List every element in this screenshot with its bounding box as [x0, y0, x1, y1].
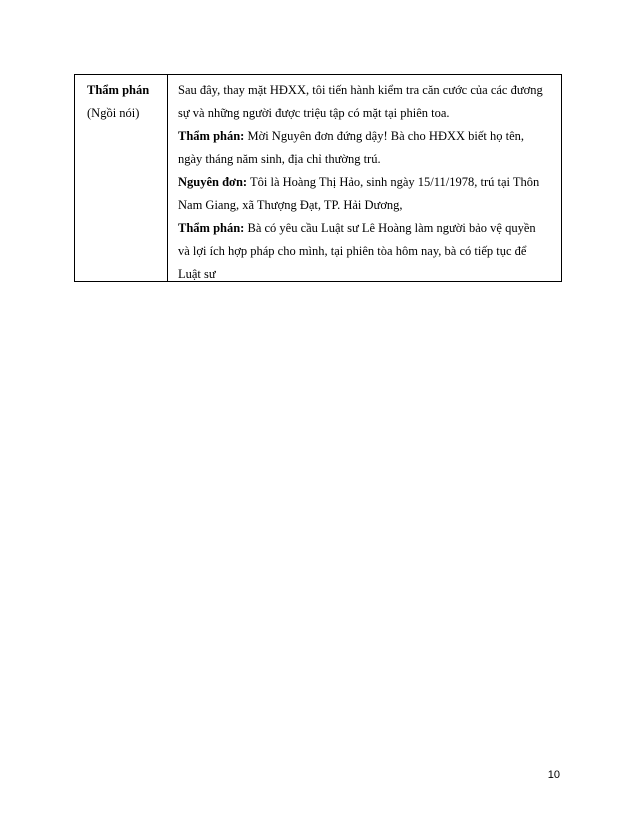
page-number: 10 — [547, 769, 560, 781]
line-text: Tôi là Hoàng Thị Hảo, sinh ngày 15/11/1978, trú tại Thôn — [247, 175, 540, 189]
line-text: Sau đây, thay mặt HĐXX, tôi tiến hành kiểm tra căn cước của các đương — [178, 83, 543, 97]
line-text: Luật sư — [178, 267, 216, 281]
dialogue-line — [178, 148, 555, 171]
line-speaker-label: Thẩm phán: — [178, 129, 245, 143]
line-text: ngày tháng năm sinh, địa chỉ thường trú. — [178, 152, 381, 166]
dialogue-line — [178, 79, 555, 102]
dialogue-column — [168, 75, 561, 281]
dialogue-line — [178, 194, 555, 217]
line-text: Mời Nguyên đơn đứng dậy! Bà cho HĐXX biết họ tên, — [244, 129, 525, 143]
line-text: sự và những người được triệu tập có mặt tại phiên toa. — [178, 106, 450, 120]
line-text: Nam Giang, xã Thượng Đạt, TP. Hải Dương, — [178, 198, 403, 212]
line-text: và lợi ích hợp pháp cho mình, tại phiên tòa hôm nay, bà có tiếp tục để — [178, 244, 527, 258]
speaker-column — [75, 75, 168, 281]
dialogue-line — [178, 240, 555, 263]
dialogue-line — [178, 102, 555, 125]
dialogue-line — [178, 171, 555, 194]
dialogue-line — [178, 217, 555, 240]
speaker-label: Thẩm phán — [87, 83, 150, 97]
line-speaker-label: Nguyên đơn: — [178, 175, 248, 189]
line-text: Bà có yêu cầu Luật sư Lê Hoàng làm người bảo vệ quyền — [244, 221, 536, 235]
line-speaker-label: Thẩm phán: — [178, 221, 245, 235]
dialogue-line — [178, 125, 555, 148]
speaker-note: (Ngồi nói) — [87, 106, 140, 120]
dialogue-line — [178, 263, 555, 286]
transcript-table — [74, 74, 562, 282]
